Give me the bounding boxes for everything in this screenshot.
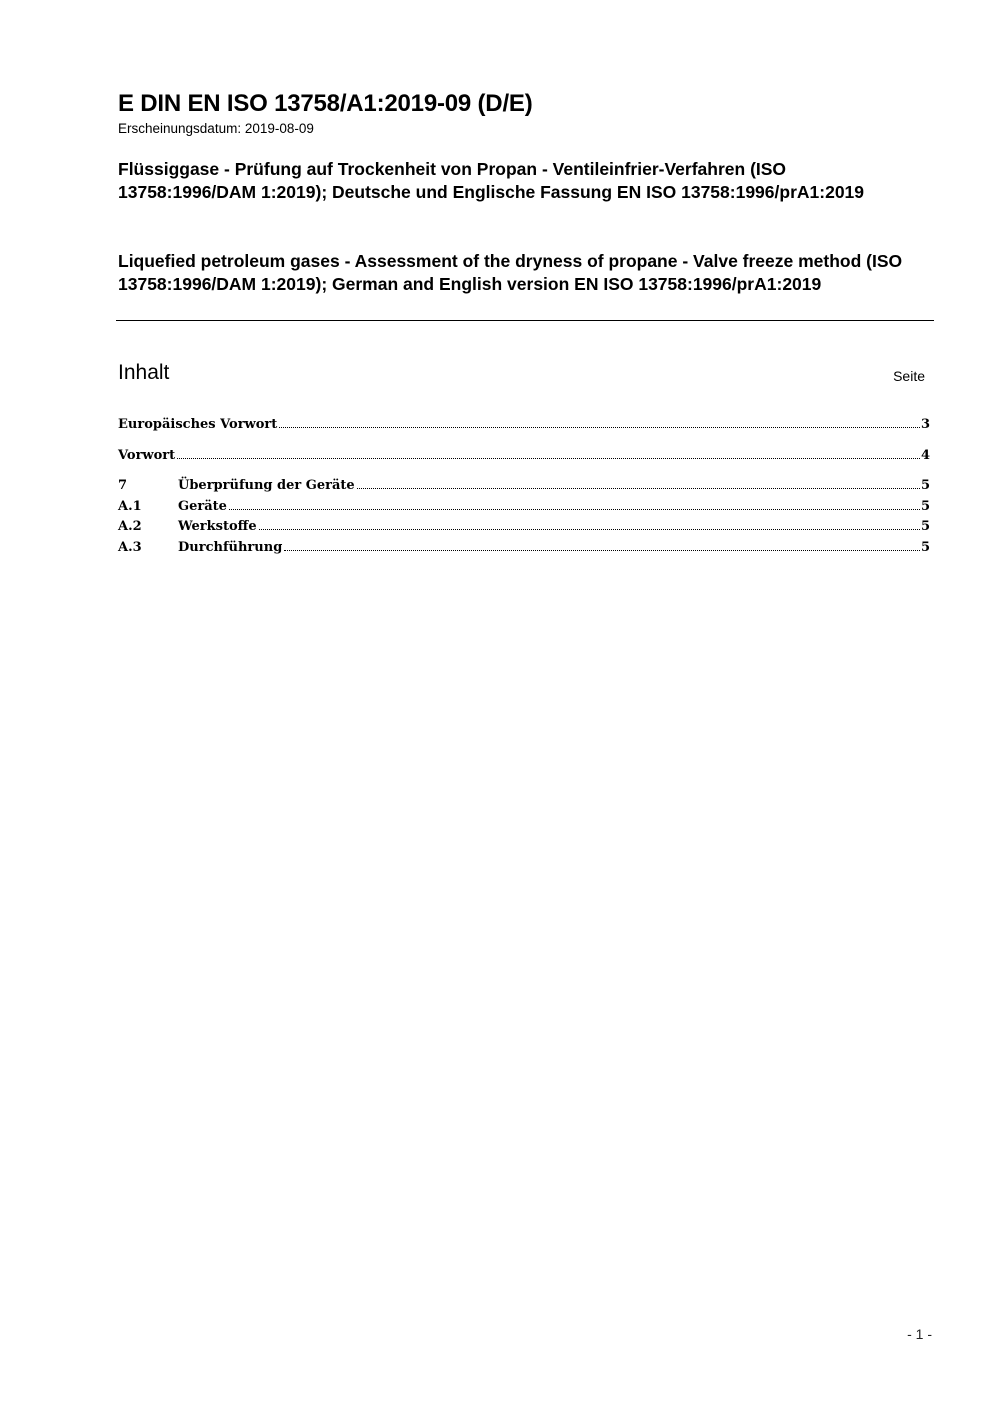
toc-entry-europaeisches-vorwort[interactable]: [118, 417, 930, 438]
title-german: Flüssiggase - Prüfung auf Trockenheit von Propan - Ventileinfrier-Verfahren (ISO 13758:1996/DAM 1:2019); Deutsche und Englische Fassung EN ISO 13758:1996/prA1:2019: [118, 159, 865, 202]
toc-dot-leader: [357, 488, 920, 489]
toc-entry-page: 5: [920, 498, 930, 514]
toc-entry-section-7[interactable]: [118, 478, 930, 499]
toc-entry-section-a1[interactable]: [118, 499, 930, 520]
table-of-contents: [118, 417, 930, 560]
toc-entry-page: 5: [920, 519, 930, 534]
toc-dot-leader: [177, 458, 920, 459]
page-number: - 1 -: [907, 1326, 932, 1342]
toc-entry-number: 7: [118, 478, 128, 493]
toc-entry-page: 3: [920, 417, 930, 432]
toc-entry-number: A.1: [118, 498, 142, 514]
document-id: E DIN EN ISO 13758/A1:2019-09 (D/E): [118, 90, 533, 117]
toc-entry-text: Geräte: [178, 498, 227, 514]
title-english: Liquefied petroleum gases - Assessment of the dryness of propane - Valve freeze method (ISO 13758:1996/DAM 1:2019); German and English version EN ISO 13758:1996/prA1:2019: [118, 251, 903, 294]
toc-entry-text: Überprüfung der Geräte: [178, 478, 355, 493]
toc-entry-text: Durchführung: [178, 539, 283, 555]
toc-entry-section-a2[interactable]: [118, 519, 930, 540]
toc-entry-number: A.3: [118, 539, 142, 555]
toc-entry-page: 5: [920, 478, 930, 493]
toc-page-column-label: Seite: [893, 368, 925, 384]
toc-entry-text: Vorwort: [118, 447, 176, 463]
toc-dot-leader: [279, 427, 920, 428]
toc-dot-leader: [229, 509, 920, 510]
toc-heading: Inhalt: [118, 361, 170, 384]
toc-dot-leader: [284, 550, 920, 551]
header-divider: [116, 320, 934, 321]
toc-entry-text: Werkstoffe: [178, 519, 257, 534]
toc-entry-vorwort[interactable]: [118, 448, 930, 469]
toc-entry-text: Europäisches Vorwort: [118, 417, 278, 432]
toc-entry-number: A.2: [118, 519, 142, 534]
toc-dot-leader: [259, 529, 920, 530]
toc-entry-section-a3[interactable]: [118, 540, 930, 561]
toc-entry-page: 5: [920, 539, 930, 555]
toc-entry-page: 4: [920, 447, 930, 463]
publication-date: Erscheinungsdatum: 2019-08-09: [118, 121, 314, 136]
